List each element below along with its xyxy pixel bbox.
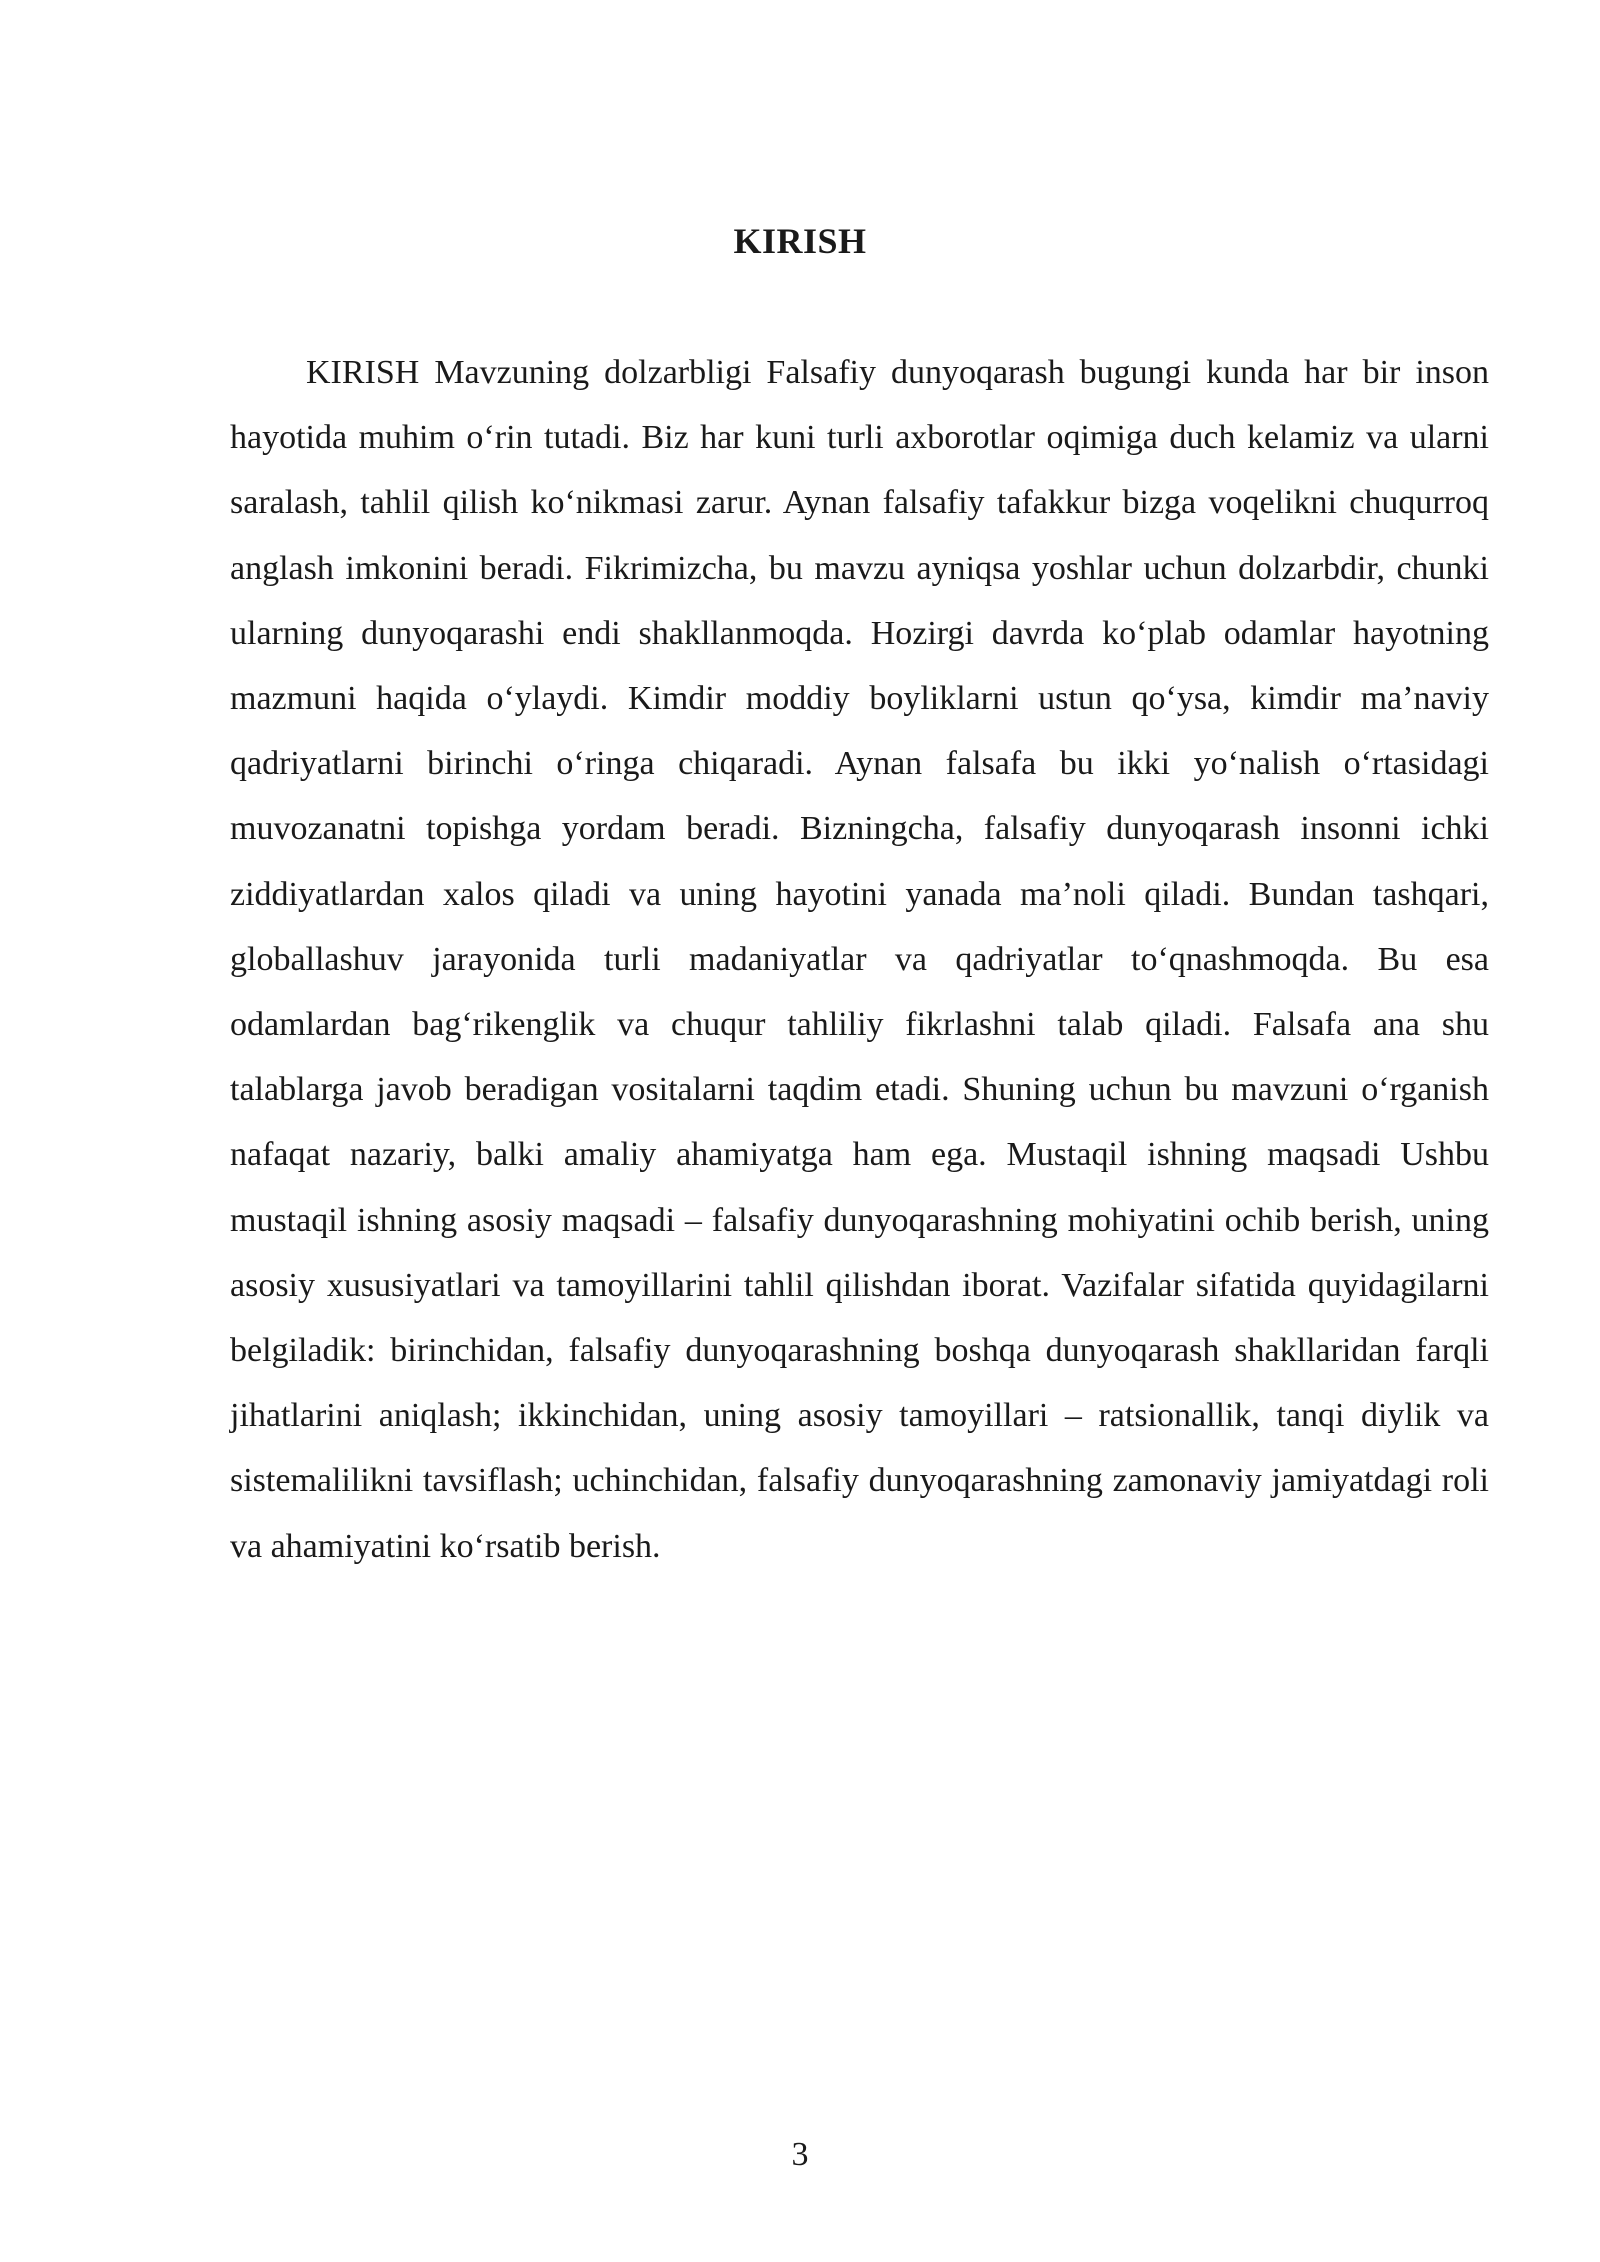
body-paragraph: KIRISH Mavzuning dolzarbligi Falsafiy dunyoqarash bugungi kunda har bir inson hayotida muhim o‘rin tutadi. Biz har kuni turli axborotlar oqimiga duch kelamiz va ularni saralash, tahlil qilish ko‘nikmasi zarur. Aynan falsafiy tafakkur bizga voqelikni chuqurroq anglash imkonini beradi. Fikrimizcha, bu mavzu ayniqsa yoshlar uchun dolzarbdir, chunki ularning dunyoqarashi endi shakllanmoqda. Hozirgi davrda ko‘plab odamlar hayotning mazmuni haqida o‘ylaydi. Kimdir moddiy boyliklarni ustun qo‘ysa, kimdir ma’naviy qadriyatlarni birinchi o‘ringa chiqaradi. Aynan falsafa bu ikki yo‘nalish o‘rtasidagi muvozanatni topishga yordam beradi. Bizningcha, falsafiy dunyoqarash insonni ichki ziddiyatlardan xalos qiladi va uning hayotini yanada ma’noli qiladi. Bundan tashqari, globallashuv jarayonida turli madaniyatlar va qadriyatlar to‘qnashmoqda. Bu esa odamlardan bag‘rikenglik va chuqur tahliliy fikrlashni talab qiladi. Falsafa ana shu talablarga javob beradigan vositalarni taqdim etadi. Shuning uchun bu mavzuni o‘rganish nafaqat nazariy, balki amaliy ahamiyatga ham ega. Mustaqil ishning maqsadi Ushbu mustaqil ishning asosiy maqsadi – falsafiy dunyoqarashning mohiyatini ochib berish, uning asosiy xususiyatlari va tamoyillarini tahlil qilishdan iborat. Vazifalar sifatida quyidagilarni belgiladik: birinchidan, falsafiy dunyoqarashning boshqa dunyoqarash shakllaridan farqli jihatlarini aniqlash; ikkinchidan, uning asosiy tamoyillari – ratsionallik, tanqi diylik va sistemalilikni tavsiflash; uchinchidan, falsafiy dunyoqarashning zamonaviy jamiyatdagi roli va ahamiyatini ko‘rsatib berish.	[230, 354, 1489, 1565]
page-number: 3	[791, 2136, 809, 2173]
page-title: KIRISH	[733, 221, 867, 261]
